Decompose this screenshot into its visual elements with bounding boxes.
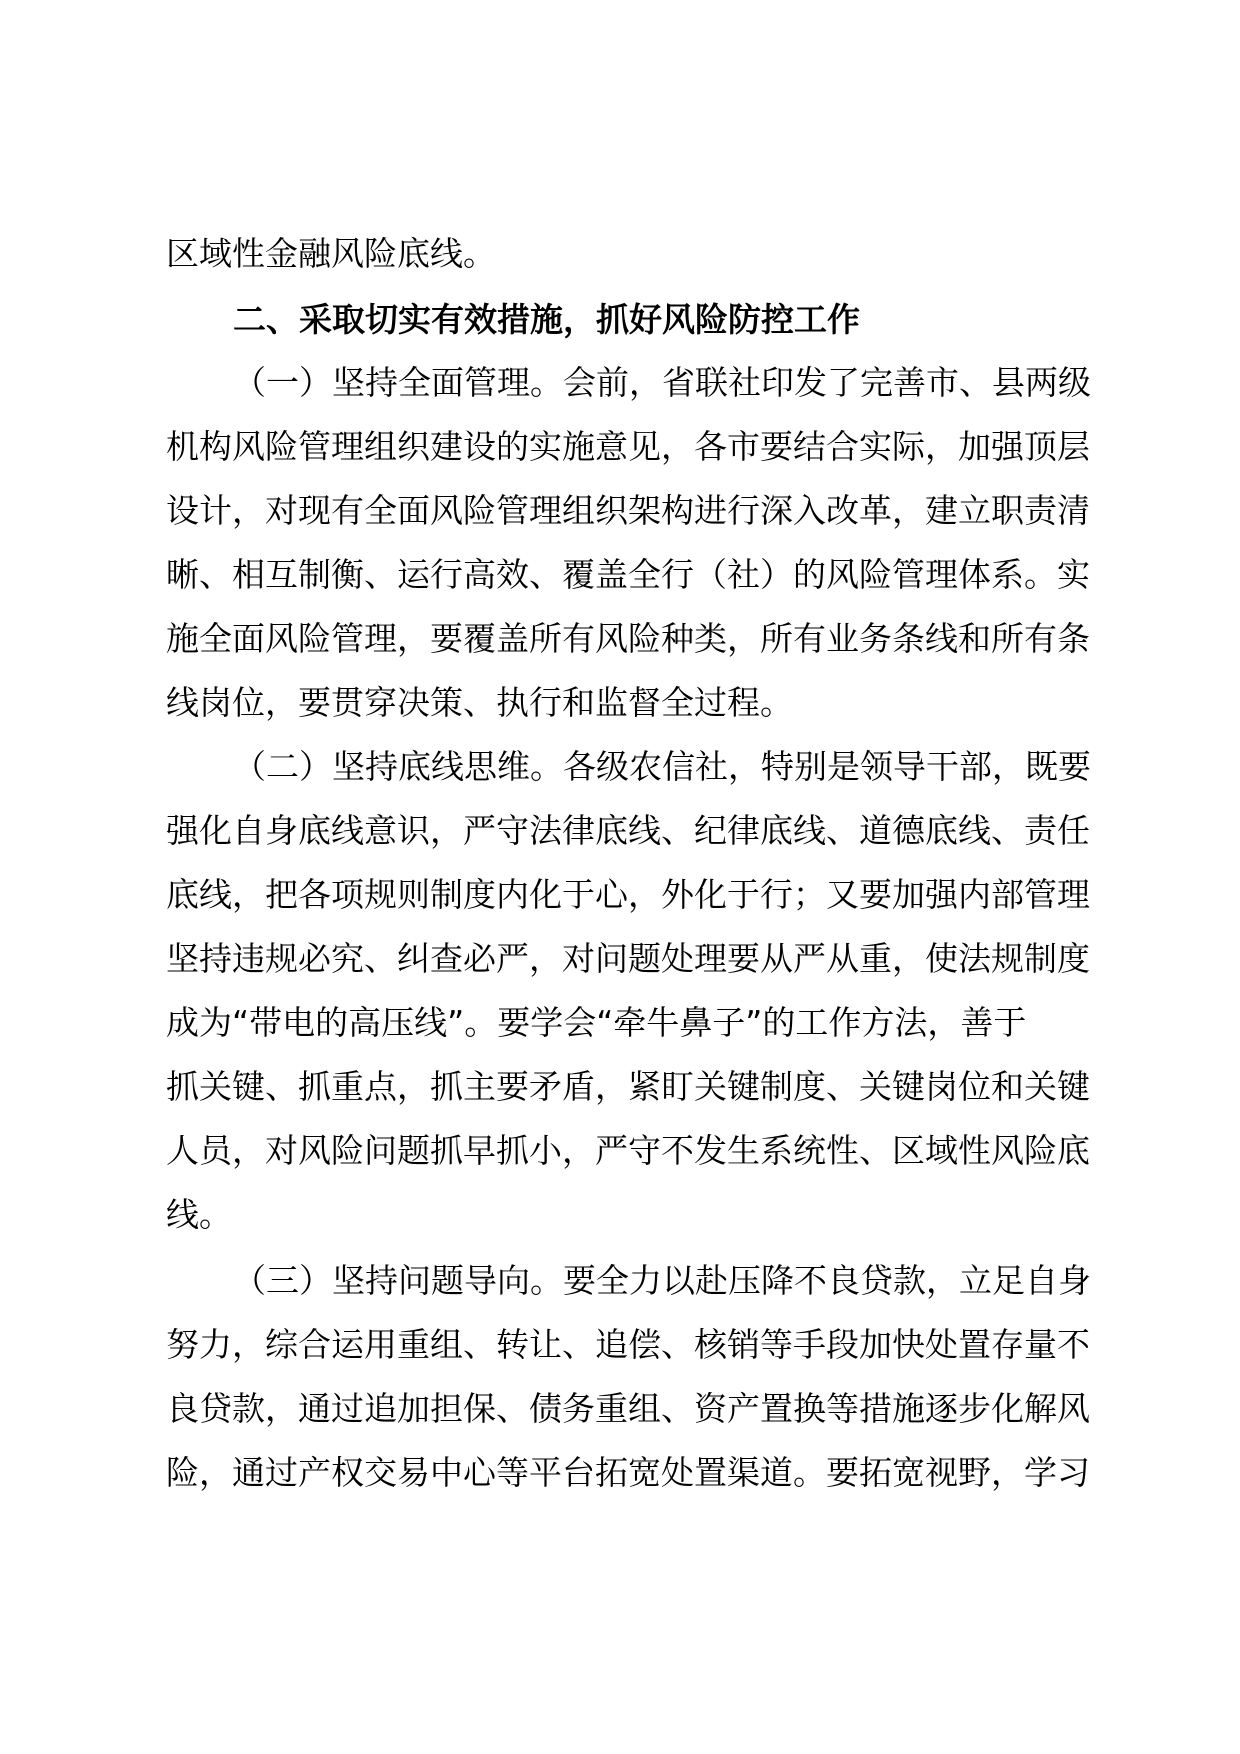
paragraph-line: 机构风险管理组织建设的实施意见，各市要结合实际，加强顶层 (166, 427, 1090, 466)
paragraph-line: 人员，对风险问题抓早抓小，严守不发生系统性、区域性风险底 (166, 1131, 1090, 1170)
paragraph-line: 区域性金融风险底线。 (166, 234, 496, 273)
paragraph-line: 良贷款，通过追加担保、债务重组、资产置换等措施逐步化解风 (166, 1389, 1090, 1428)
paragraph-line: （三）坚持问题导向。要全力以赴压降不良贷款，立足自身 (233, 1261, 1091, 1300)
paragraph-line: 努力，综合运用重组、转让、追偿、核销等手段加快处置存量不 (166, 1325, 1090, 1364)
paragraph-line: 险，通过产权交易中心等平台拓宽处置渠道。要拓宽视野，学习 (166, 1453, 1090, 1492)
paragraph-line: 成为“带电的高压线”。要学会“牵牛鼻子”的工作方法，善于 (166, 1003, 1027, 1042)
paragraph-line: 线岗位，要贯穿决策、执行和监督全过程。 (166, 683, 793, 722)
paragraph-line: 底线，把各项规则制度内化于心，外化于行；又要加强内部管理 (166, 875, 1090, 914)
paragraph-line: 抓关键、抓重点，抓主要矛盾，紧盯关键制度、关键岗位和关键 (166, 1067, 1090, 1106)
paragraph-line: （一）坚持全面管理。会前，省联社印发了完善市、县两级 (233, 363, 1091, 402)
paragraph-line: 坚持违规必究、纠查必严，对问题处理要从严从重，使法规制度 (166, 939, 1090, 978)
paragraph-line: 设计，对现有全面风险管理组织架构进行深入改革，建立职责清 (166, 491, 1090, 530)
paragraph-line: 晰、相互制衡、运行高效、覆盖全行（社）的风险管理体系。实 (166, 555, 1090, 594)
paragraph-line: 施全面风险管理，要覆盖所有风险种类，所有业务条线和所有条 (166, 619, 1090, 658)
paragraph-line: （二）坚持底线思维。各级农信社，特别是领导干部，既要 (233, 747, 1091, 786)
paragraph-line: 线。 (166, 1195, 232, 1234)
paragraph-line: 强化自身底线意识，严守法律底线、纪律底线、道德底线、责任 (166, 811, 1090, 850)
section-heading: 二、采取切实有效措施，抓好风险防控工作 (233, 300, 860, 339)
